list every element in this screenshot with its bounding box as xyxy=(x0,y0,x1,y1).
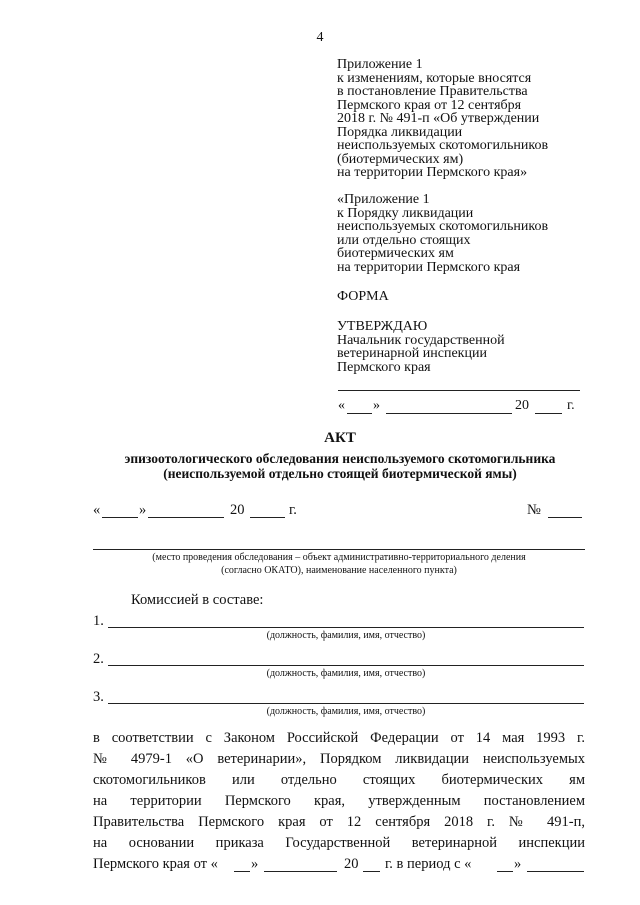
act-number-field[interactable] xyxy=(548,517,582,518)
member-2-caption: (должность, фамилия, имя, отчество) xyxy=(266,668,426,679)
act-year-suffix: г. xyxy=(289,502,297,518)
body-line: Правительства Пермского края от 12 сентября 2018 г. № 491-п, xyxy=(93,814,585,830)
act-subtitle-line-1: эпизоотологического обследования неиспользуемого скотомогильника xyxy=(124,451,556,466)
member-1-field[interactable] xyxy=(108,627,584,628)
appendix-1-header xyxy=(337,58,548,180)
period-day-field[interactable] xyxy=(497,871,513,872)
appendix-2-line: неиспользуемых скотомогильников xyxy=(337,219,549,234)
place-field[interactable] xyxy=(93,549,585,550)
approve-date-close-quote: » xyxy=(373,398,380,413)
appendix-2-header xyxy=(337,193,548,274)
act-subtitle-line-2: (неиспользуемой отдельно стоящей биотермической ямы) xyxy=(163,466,517,481)
act-date-open-quote: « xyxy=(93,502,101,518)
approve-title: УТВЕРЖДАЮ xyxy=(337,319,428,334)
body-line: скотомогильников или отдельно стоящих биотермических ям xyxy=(93,772,585,788)
order-day-field[interactable] xyxy=(234,871,250,872)
appendix-1-line: 2018 г. № 491-п «Об утверждении xyxy=(337,111,540,126)
appendix-1-line: Приложение 1 xyxy=(337,57,423,72)
approver-signature-line[interactable] xyxy=(338,390,580,391)
appendix-2-line: «Приложение 1 xyxy=(337,192,430,207)
act-day-field[interactable] xyxy=(102,517,138,518)
approve-year-suffix: г. xyxy=(567,398,575,413)
approve-year-field[interactable] xyxy=(535,413,562,414)
order-month-field[interactable] xyxy=(264,871,337,872)
appendix-1-line: в постановление Правительства xyxy=(337,84,528,99)
approve-year-prefix: 20 xyxy=(515,398,529,413)
member-3-field[interactable] xyxy=(108,703,584,704)
member-3-number: 3. xyxy=(93,689,104,705)
approve-line: ветеринарной инспекции xyxy=(337,346,487,361)
place-caption-line-1: (место проведения обследования – объект административно-территориального деления xyxy=(152,552,526,563)
body-last-text-a: Пермского края от « xyxy=(93,856,218,872)
period-month-field[interactable] xyxy=(527,871,584,872)
approve-line: Начальник государственной xyxy=(337,332,505,348)
appendix-1-line: на территории Пермского края» xyxy=(337,165,528,180)
form-label: ФОРМА xyxy=(337,289,389,304)
appendix-2-line: к Порядку ликвидации xyxy=(337,205,474,221)
act-number-sign: № xyxy=(527,502,541,518)
body-line: на территории Пермского края, утвержденным постановлением xyxy=(93,793,585,809)
appendix-1-line: (биотермических ям) xyxy=(337,151,464,167)
member-2-number: 2. xyxy=(93,651,104,667)
body-last-text-b: » xyxy=(251,856,259,872)
body-line: в соответствии с Законом Российской Федерации от 14 мая 1993 г. xyxy=(93,730,585,746)
body-line: на основании приказа Государственной ветеринарной инспекции xyxy=(93,835,585,851)
member-1-number: 1. xyxy=(93,613,104,629)
member-2-field[interactable] xyxy=(108,665,584,666)
order-year-field[interactable] xyxy=(363,871,380,872)
page-number: 4 xyxy=(316,30,324,45)
approve-line: Пермского края xyxy=(337,359,431,375)
appendix-1-line: Порядка ликвидации xyxy=(337,124,463,140)
body-last-text-d: » xyxy=(514,856,522,872)
place-caption-line-2: (согласно ОКАТО), наименование населенного пункта) xyxy=(221,565,457,576)
order-year-prefix: 20 xyxy=(344,856,359,872)
appendix-2-line: биотермических ям xyxy=(337,246,454,261)
member-3-caption: (должность, фамилия, имя, отчество) xyxy=(266,706,426,717)
body-line: № 4979-1 «О ветеринарии», Порядком ликвидации неиспользуемых xyxy=(93,751,585,767)
body-last-text-c: г. в период с « xyxy=(385,856,472,872)
approve-date-open-quote: « xyxy=(338,398,345,413)
commission-label: Комиссией в составе: xyxy=(131,592,264,608)
act-month-field[interactable] xyxy=(148,517,224,518)
appendix-1-line: неиспользуемых скотомогильников xyxy=(337,138,549,153)
act-year-prefix: 20 xyxy=(230,502,245,518)
approve-month-field[interactable] xyxy=(386,413,512,414)
act-year-field[interactable] xyxy=(250,517,285,518)
appendix-1-line: к изменениям, которые вносятся xyxy=(337,70,532,86)
act-date-close-quote: » xyxy=(139,502,147,518)
appendix-1-line: Пермского края от 12 сентября xyxy=(337,97,522,113)
member-1-caption: (должность, фамилия, имя, отчество) xyxy=(266,630,426,641)
appendix-2-line: на территории Пермского края xyxy=(337,259,521,275)
approve-block xyxy=(337,320,505,374)
act-title: АКТ xyxy=(324,430,356,446)
appendix-2-line: или отдельно стоящих xyxy=(337,232,471,248)
approve-day-field[interactable] xyxy=(347,413,372,414)
